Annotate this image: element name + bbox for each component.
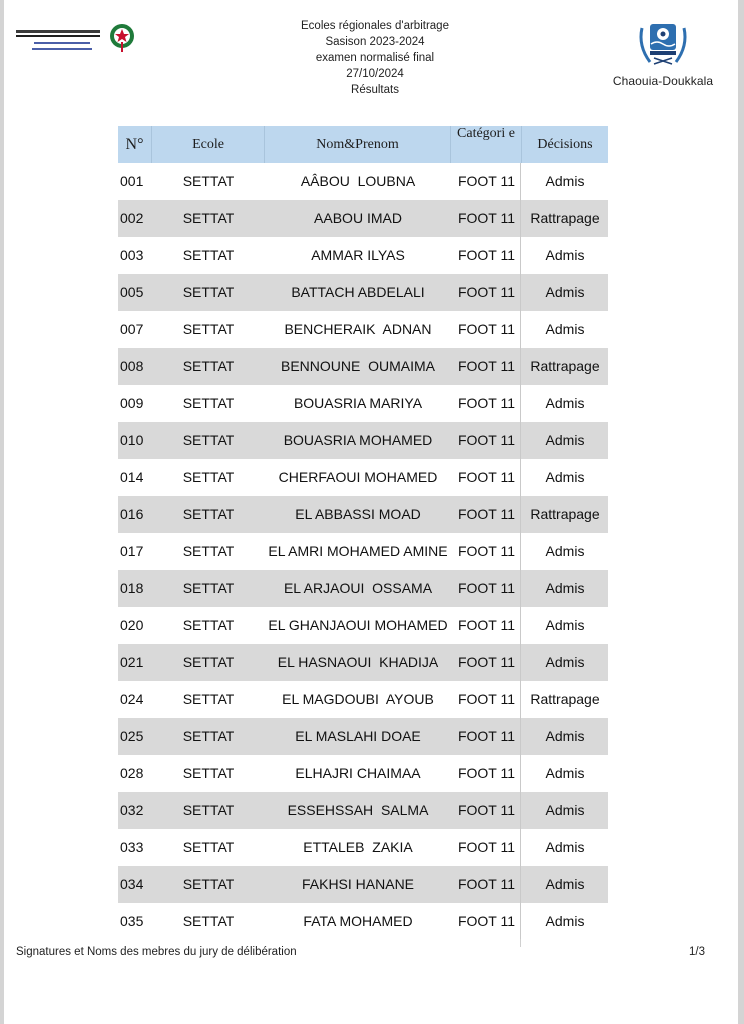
row-number: 024 [120, 691, 144, 707]
row-decision: Admis [545, 876, 585, 892]
row-number: 033 [120, 839, 144, 855]
row-number: 017 [120, 543, 144, 559]
column-separator [520, 348, 521, 385]
table-row [118, 533, 608, 570]
row-number: 001 [120, 173, 144, 189]
row-category: FOOT 11 [457, 173, 516, 189]
heading-line-schools: Ecoles régionales d'arbitrage [301, 20, 449, 32]
row-school: SETTAT [182, 654, 235, 670]
row-number: 025 [120, 728, 144, 744]
column-separator [520, 422, 521, 459]
row-category: FOOT 11 [457, 802, 516, 818]
column-separator [520, 607, 521, 644]
row-decision: Admis [545, 469, 585, 485]
row-category: FOOT 11 [457, 580, 516, 596]
row-number: 010 [120, 432, 144, 448]
results-table [118, 126, 608, 940]
column-separator [520, 274, 521, 311]
row-name: BENCHERAIK ADNAN [284, 321, 432, 337]
league-emblem-icon [634, 18, 692, 68]
table-row [118, 496, 608, 533]
table-header-row [118, 126, 608, 163]
row-name: BATTACH ABDELALI [291, 284, 425, 300]
column-separator [520, 903, 521, 940]
row-decision: Admis [545, 728, 585, 744]
row-number: 032 [120, 802, 144, 818]
row-decision: Admis [545, 173, 585, 189]
row-decision: Admis [545, 395, 585, 411]
table-row [118, 829, 608, 866]
table-row [118, 311, 608, 348]
row-name: EL GHANJAOUI MOHAMED [268, 617, 448, 633]
row-school: SETTAT [182, 321, 235, 337]
table-row [118, 792, 608, 829]
league-logo [604, 18, 722, 94]
row-school: SETTAT [182, 358, 235, 374]
row-name: ESSEHSSAH SALMA [287, 802, 429, 818]
row-category: FOOT 11 [457, 247, 516, 263]
row-name: AÂBOU LOUBNA [300, 173, 416, 189]
row-category: FOOT 11 [457, 543, 516, 559]
row-name: ELHAJRI CHAIMAA [295, 765, 421, 781]
column-separator [520, 866, 521, 903]
row-school: SETTAT [182, 876, 235, 892]
column-separator [520, 237, 521, 274]
row-number: 021 [120, 654, 144, 670]
row-number: 018 [120, 580, 144, 596]
row-decision: Admis [545, 802, 585, 818]
column-separator [520, 496, 521, 533]
row-decision: Admis [545, 654, 585, 670]
row-number: 005 [120, 284, 144, 300]
row-decision: Rattrapage [530, 358, 600, 374]
column-separator [520, 385, 521, 422]
table-row [118, 755, 608, 792]
column-separator [520, 644, 521, 681]
row-number: 008 [120, 358, 144, 374]
row-number: 020 [120, 617, 144, 633]
row-decision: Admis [545, 913, 585, 929]
row-number: 034 [120, 876, 144, 892]
row-decision: Admis [545, 765, 585, 781]
row-number: 002 [120, 210, 144, 226]
row-school: SETTAT [182, 802, 235, 818]
row-category: FOOT 11 [457, 358, 516, 374]
table-row [118, 681, 608, 718]
row-school: SETTAT [182, 691, 235, 707]
row-category: FOOT 11 [457, 839, 516, 855]
row-name: EL ABBASSI MOAD [295, 506, 421, 522]
row-school: SETTAT [182, 617, 235, 633]
table-row [118, 274, 608, 311]
row-decision: Rattrapage [530, 506, 600, 522]
document-heading [240, 18, 510, 98]
column-separator-tail [520, 939, 521, 947]
table-row [118, 163, 608, 200]
row-decision: Admis [545, 543, 585, 559]
column-separator [520, 570, 521, 607]
row-category: FOOT 11 [457, 913, 516, 929]
table-row [118, 459, 608, 496]
row-decision: Admis [545, 839, 585, 855]
row-school: SETTAT [182, 173, 235, 189]
row-decision: Rattrapage [530, 691, 600, 707]
row-school: SETTAT [182, 728, 235, 744]
row-school: SETTAT [182, 506, 235, 522]
column-separator [520, 792, 521, 829]
table-row [118, 866, 608, 903]
row-decision: Admis [545, 580, 585, 596]
column-header-decision: Décisions [537, 137, 593, 152]
row-decision: Admis [545, 432, 585, 448]
row-category: FOOT 11 [457, 321, 516, 337]
row-category: FOOT 11 [457, 284, 516, 300]
column-separator [520, 829, 521, 866]
table-row [118, 237, 608, 274]
page-left-edge [0, 0, 4, 1024]
column-separator [520, 200, 521, 237]
table-row [118, 607, 608, 644]
column-separator [520, 718, 521, 755]
row-name: AABOU IMAD [314, 210, 402, 226]
row-decision: Admis [545, 321, 585, 337]
row-category: FOOT 11 [457, 876, 516, 892]
row-decision: Admis [545, 284, 585, 300]
row-category: FOOT 11 [457, 765, 516, 781]
row-name: EL AMRI MOHAMED AMINE [268, 543, 448, 559]
column-separator [520, 533, 521, 570]
table-row [118, 385, 608, 422]
column-header-school: Ecole [152, 126, 265, 163]
row-category: FOOT 11 [457, 728, 516, 744]
row-school: SETTAT [182, 395, 235, 411]
row-school: SETTAT [182, 580, 235, 596]
row-number: 016 [120, 506, 144, 522]
league-name: Chaouia-Doukkala [612, 74, 714, 88]
heading-line-season: Sasison 2023-2024 [325, 36, 425, 48]
row-name: EL MASLAHI DOAE [295, 728, 421, 744]
row-name: CHERFAOUI MOHAMED [278, 469, 438, 485]
table-row [118, 348, 608, 385]
row-category: FOOT 11 [457, 469, 516, 485]
row-number: 014 [120, 469, 144, 485]
row-category: FOOT 11 [457, 210, 516, 226]
row-school: SETTAT [182, 839, 235, 855]
row-name: BOUASRIA MOHAMED [283, 432, 433, 448]
row-number: 009 [120, 395, 144, 411]
federation-logo-text [16, 30, 102, 52]
column-separator [520, 459, 521, 496]
page-right-edge [738, 0, 744, 1024]
federation-logo [16, 22, 126, 72]
row-decision: Admis [545, 247, 585, 263]
heading-line-exam: examen normalisé final [315, 52, 435, 64]
table-row [118, 718, 608, 755]
row-number: 028 [120, 765, 144, 781]
row-name: EL MAGDOUBI AYOUB [282, 691, 434, 707]
row-name: EL ARJAOUI OSSAMA [283, 580, 433, 596]
column-separator [520, 681, 521, 718]
row-category: FOOT 11 [457, 617, 516, 633]
row-name: EL HASNAOUI KHADIJA [277, 654, 439, 670]
column-header-name: Nom&Prenom [265, 126, 451, 163]
row-number: 035 [120, 913, 144, 929]
row-category: FOOT 11 [457, 432, 516, 448]
table-row [118, 422, 608, 459]
heading-line-date: 27/10/2024 [346, 68, 404, 80]
row-category: FOOT 11 [457, 395, 516, 411]
column-separator [520, 163, 521, 200]
page-indicator: 1/3 [689, 946, 705, 958]
table-row [118, 644, 608, 681]
row-name: BOUASRIA MARIYA [293, 395, 423, 411]
row-name: ETTALEB ZAKIA [303, 839, 413, 855]
column-header-number: N° [118, 126, 152, 163]
row-decision: Rattrapage [530, 210, 600, 226]
row-name: BENNOUNE OUMAIMA [280, 358, 435, 374]
row-decision: Admis [545, 617, 585, 633]
jury-signatures-label: Signatures et Noms des mebres du jury de délibération [16, 946, 297, 958]
row-category: FOOT 11 [457, 654, 516, 670]
table-row [118, 903, 608, 940]
row-category: FOOT 11 [457, 691, 516, 707]
federation-emblem-icon [106, 22, 138, 54]
row-category: FOOT 11 [457, 506, 516, 522]
row-school: SETTAT [182, 284, 235, 300]
table-row [118, 200, 608, 237]
row-school: SETTAT [182, 247, 235, 263]
row-name: FAKHSI HANANE [301, 876, 415, 892]
column-header-category: Catégori e [451, 126, 522, 163]
column-separator [520, 311, 521, 348]
row-number: 007 [120, 321, 144, 337]
heading-line-results: Résultats [351, 84, 399, 96]
row-school: SETTAT [182, 765, 235, 781]
table-body [118, 163, 608, 940]
row-school: SETTAT [182, 543, 235, 559]
row-school: SETTAT [182, 469, 235, 485]
row-school: SETTAT [182, 432, 235, 448]
row-name: AMMAR ILYAS [311, 247, 405, 263]
row-school: SETTAT [182, 913, 235, 929]
row-school: SETTAT [182, 210, 235, 226]
row-number: 003 [120, 247, 144, 263]
row-name: FATA MOHAMED [303, 913, 413, 929]
column-separator [520, 755, 521, 792]
table-row [118, 570, 608, 607]
